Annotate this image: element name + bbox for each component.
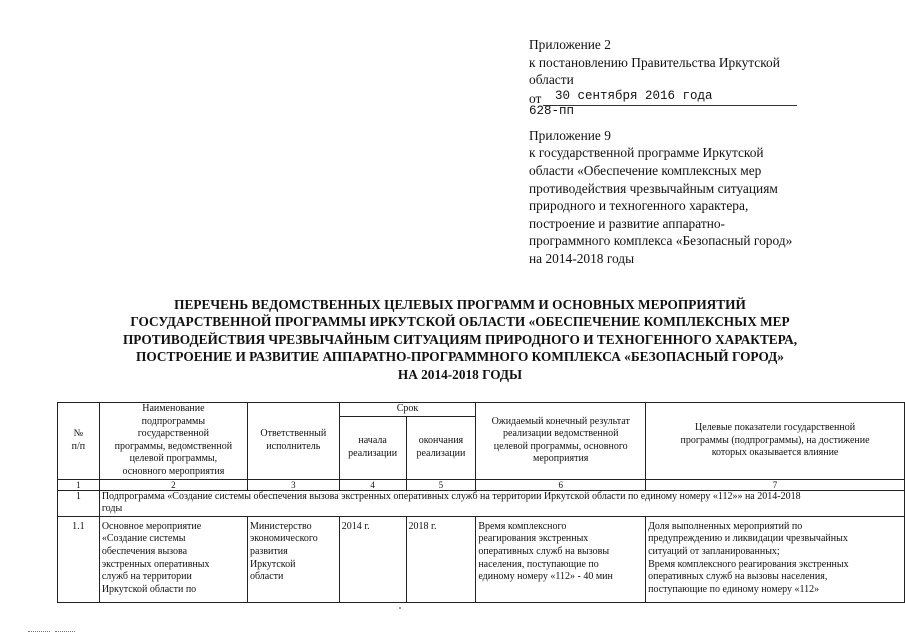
header-result: Ожидаемый конечный результат реализации ведомственной целевой программы, основного мероприятия (476, 403, 646, 480)
appendix-line: природного и техногенного характера, (529, 198, 749, 214)
title-line: ПОСТРОЕНИЕ И РАЗВИТИЕ АППАРАТНО-ПРОГРАММНОГО КОМПЛЕКСА «БЕЗОПАСНЫЙ ГОРОД» (136, 349, 784, 365)
table-row (58, 516, 905, 602)
decree-number: 628-пп (529, 103, 575, 118)
appendix-line: к постановлению Правительства Иркутской (529, 54, 780, 70)
column-numbers-row (58, 479, 905, 490)
subprogram-row (58, 490, 905, 516)
decree-date: 30 сентября 2016 года (555, 88, 713, 103)
header-term: Срок (339, 403, 476, 417)
subprogram-num: 1 (58, 490, 100, 516)
row-end: 2018 г. (406, 516, 476, 602)
appendix-line: на 2014-2018 годы (529, 250, 635, 266)
row-num: 1.1 (58, 516, 100, 602)
appendix-line: к государственной программе Иркутской (529, 145, 764, 161)
header-indicators: Целевые показатели государственной программы (подпрограммы), на достижение которых оказывается влияние (646, 403, 905, 480)
row-start: 2014 г. (339, 516, 406, 602)
appendix-line: построение и развитие аппаратно- (529, 215, 726, 231)
date-underline (543, 105, 797, 106)
column-number: 6 (476, 479, 646, 490)
header-responsible: Ответственный исполнитель (247, 403, 339, 480)
header-start: начала реализации (339, 416, 406, 479)
header-num: № п/п (58, 403, 100, 480)
programs-table (57, 402, 905, 603)
header-name: Наименование подпрограммы государственной программы, ведомственной целевой программы, основного мероприятия (99, 403, 247, 480)
scan-artifact (55, 631, 75, 632)
appendix-line: области (529, 72, 574, 88)
appendix-line: Приложение 9 (529, 127, 611, 143)
subprogram-title: Подпрограмма «Создание системы обеспечения вызова экстренных оперативных служб на территории Иркутской области по единому номеру «112»» на 2014-2018 годы (99, 490, 904, 516)
date-prefix: от (529, 90, 542, 106)
title-line: ПЕРЕЧЕНЬ ВЕДОМСТВЕННЫХ ЦЕЛЕВЫХ ПРОГРАММ И ОСНОВНЫХ МЕРОПРИЯТИЙ (174, 297, 746, 312)
scan-artifact (28, 631, 50, 632)
appendix-block (529, 36, 829, 268)
appendix-line: противодействия чрезвычайным ситуациям (529, 180, 778, 196)
row-name: Основное мероприятие «Создание системы обеспечения вызова экстренных оперативных служб на территории Иркутской области по (99, 516, 247, 602)
column-number: 2 (99, 479, 247, 490)
appendix-line: программного комплекса «Безопасный город» (529, 233, 793, 249)
column-number: 3 (247, 479, 339, 490)
appendix-line: Приложение 2 (529, 37, 611, 52)
column-number: 7 (646, 479, 905, 490)
scan-artifact (399, 607, 401, 609)
column-number: 1 (58, 479, 100, 490)
column-number: 5 (406, 479, 476, 490)
title-line: ГОСУДАРСТВЕННОЙ ПРОГРАММЫ ИРКУТСКОЙ ОБЛАСТИ «ОБЕСПЕЧЕНИЕ КОМПЛЕКСНЫХ МЕР (130, 314, 790, 330)
row-indicators: Доля выполненных мероприятий по предупреждению и ликвидации чрезвычайных ситуаций от запланированных; Время комплексного реагирования экстренных оперативных служб на вызовы населения, поступающие по единому номеру «112» (646, 516, 905, 602)
column-number: 4 (339, 479, 406, 490)
header-end: окончания реализации (406, 416, 476, 479)
row-result: Время комплексного реагирования экстренных оперативных служб на вызовы населения, поступающие по единому номеру «112» - 40 мин (476, 516, 646, 602)
title-line: НА 2014-2018 ГОДЫ (397, 366, 523, 382)
row-responsible: Министерство экономического развития Иркутской области (247, 516, 339, 602)
appendix-line: области «Обеспечение комплексных мер (529, 162, 762, 178)
document-title (40, 296, 880, 383)
title-line: ПРОТИВОДЕЙСТВИЯ ЧРЕЗВЫЧАЙНЫМ СИТУАЦИЯМ ПРИРОДНОГО И ТЕХНОГЕННОГО ХАРАКТЕРА, (122, 331, 798, 347)
decree-date-row (529, 89, 829, 105)
